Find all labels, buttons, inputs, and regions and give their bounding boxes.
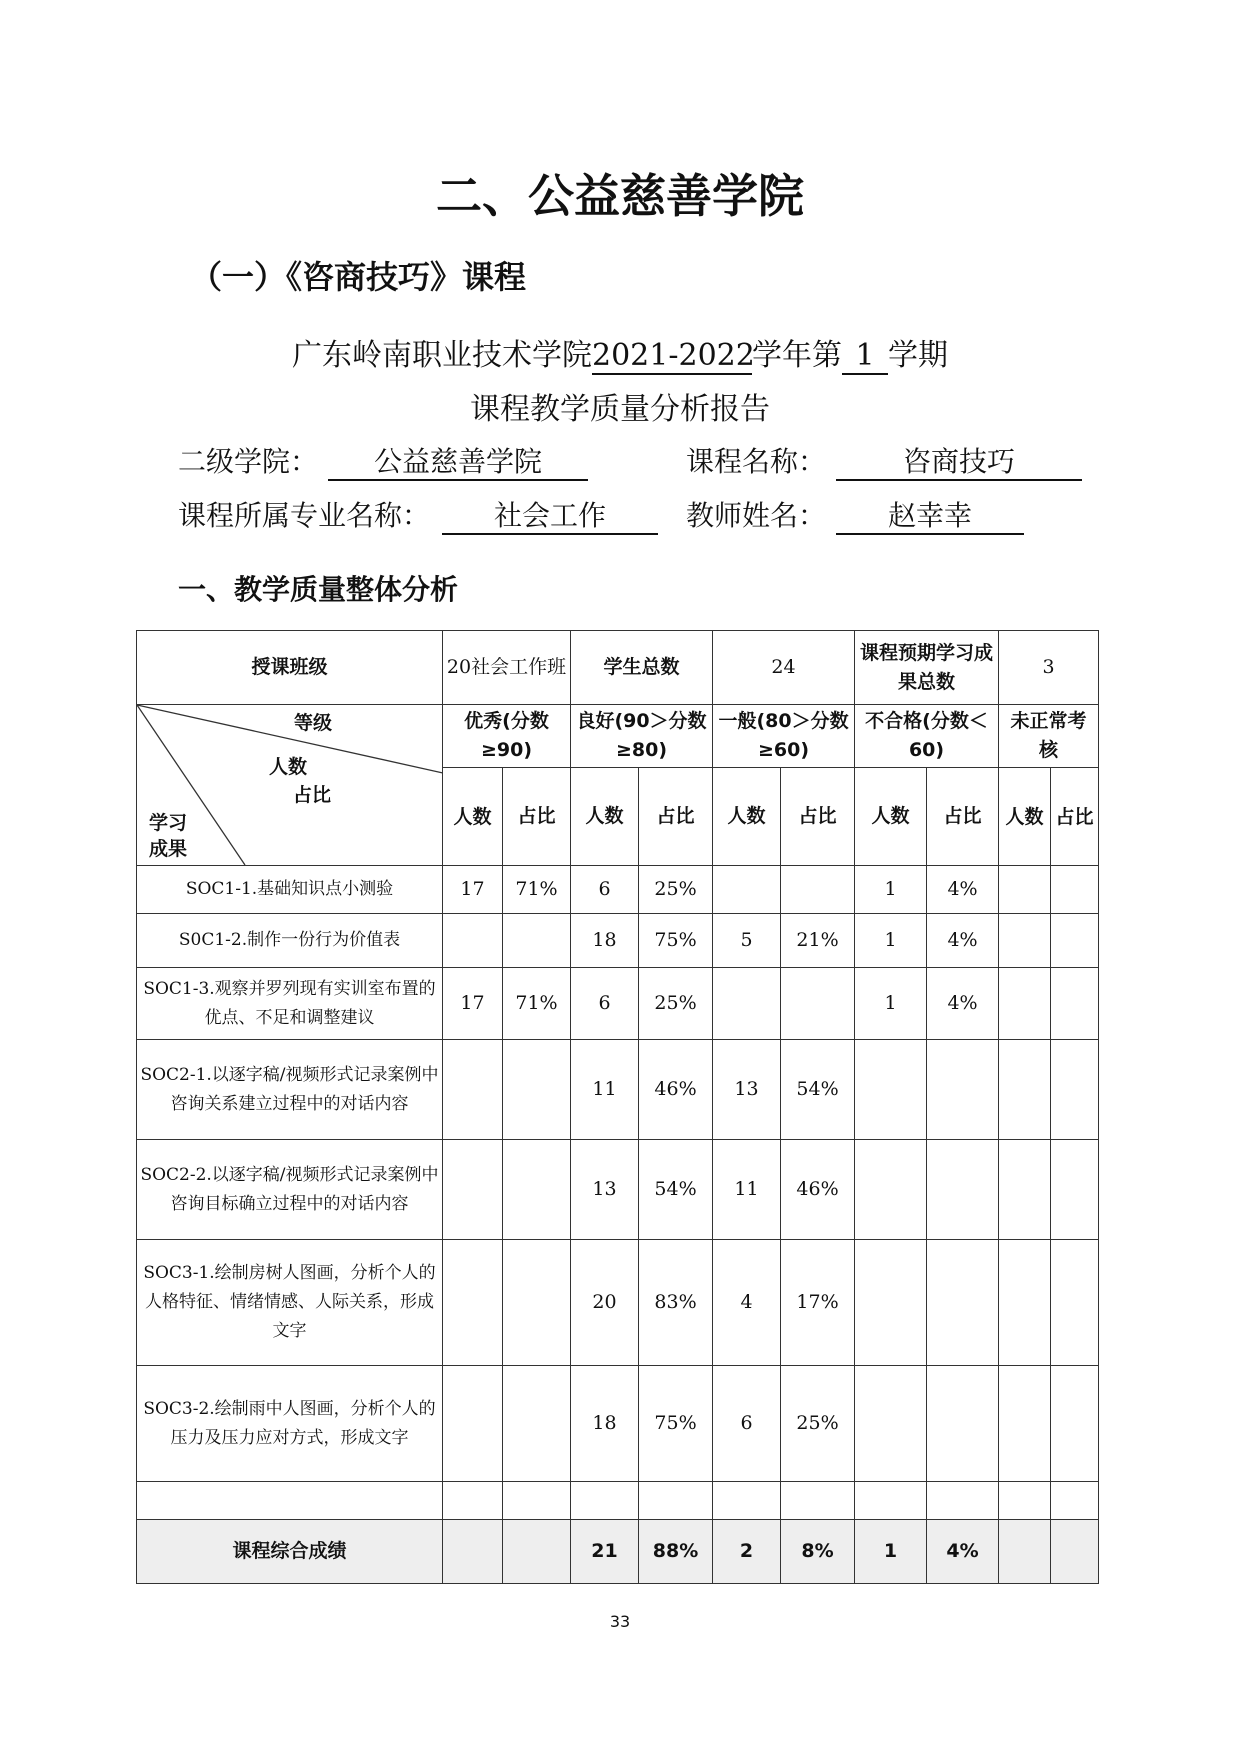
outcome-label: SOC1-1.基础知识点小测验	[137, 866, 443, 914]
ratio-cell	[1051, 1366, 1099, 1482]
page-heading: 二、公益慈善学院	[436, 169, 804, 223]
teacher-label: 教师姓名：	[686, 499, 827, 532]
ratio-cell: 21%	[781, 914, 855, 968]
ratio-cell	[781, 1482, 855, 1520]
count-cell	[443, 1140, 503, 1240]
sub-ratio: 占比	[927, 768, 999, 866]
count-cell	[999, 1140, 1051, 1240]
report-line-1	[0, 330, 1240, 375]
outcomes-label: 课程预期学习成果总数	[855, 631, 999, 705]
sub-ratio: 占比	[503, 768, 571, 866]
ratio-cell	[1051, 968, 1099, 1040]
ratio-cell	[639, 1482, 713, 1520]
count-cell	[713, 866, 781, 914]
college-label: 二级学院：	[178, 445, 319, 478]
count-cell	[999, 866, 1051, 914]
summary-row	[137, 1520, 1099, 1584]
count-cell: 20	[571, 1240, 639, 1366]
diag-grade-label: 等级	[294, 712, 333, 734]
sub-ratio: 占比	[1051, 768, 1099, 866]
count-cell: 11	[571, 1040, 639, 1140]
count-cell: 1	[855, 968, 927, 1040]
ratio-cell	[927, 1040, 999, 1140]
term-number: 1	[842, 339, 888, 375]
count-cell: 6	[571, 968, 639, 1040]
table-row	[137, 1366, 1099, 1482]
count-cell: 6	[713, 1366, 781, 1482]
section-title: 一、教学质量整体分析	[178, 573, 459, 606]
ratio-cell: 4%	[927, 914, 999, 968]
teacher-field	[686, 494, 1024, 535]
summary-count-cell: 1	[855, 1520, 927, 1584]
students-value: 24	[713, 631, 855, 705]
summary-count-cell	[443, 1520, 503, 1584]
count-cell	[855, 1482, 927, 1520]
count-cell: 6	[571, 866, 639, 914]
count-cell	[713, 1482, 781, 1520]
major-field	[178, 494, 658, 535]
sub-count: 人数	[855, 768, 927, 866]
count-cell	[999, 914, 1051, 968]
diag-count-label: 人数	[269, 756, 308, 778]
count-cell	[443, 1240, 503, 1366]
major-value: 社会工作	[442, 499, 658, 535]
count-cell	[443, 1366, 503, 1482]
count-cell: 5	[713, 914, 781, 968]
summary-ratio-cell	[1051, 1520, 1099, 1584]
class-value: 20社会工作班	[443, 631, 571, 705]
ratio-cell	[781, 866, 855, 914]
year-suffix: 学年第	[752, 338, 842, 373]
ratio-cell	[503, 1240, 571, 1366]
course-label: 课程名称：	[686, 445, 827, 478]
ratio-cell	[781, 968, 855, 1040]
count-cell: 17	[443, 968, 503, 1040]
ratio-cell: 25%	[639, 968, 713, 1040]
school-name: 广东岭南职业技术学院	[292, 338, 592, 373]
ratio-cell	[927, 1140, 999, 1240]
table-row	[137, 1240, 1099, 1366]
table-row	[137, 1482, 1099, 1520]
sub-count: 人数	[571, 768, 639, 866]
sub-count: 人数	[443, 768, 503, 866]
outcomes-value: 3	[999, 631, 1099, 705]
class-label: 授课班级	[137, 631, 443, 705]
count-cell	[855, 1140, 927, 1240]
table-row	[137, 1140, 1099, 1240]
count-cell: 13	[713, 1040, 781, 1140]
ratio-cell: 71%	[503, 968, 571, 1040]
teacher-value: 赵幸幸	[836, 499, 1024, 535]
ratio-cell: 75%	[639, 1366, 713, 1482]
academic-year: 2021-2022	[592, 338, 755, 373]
ratio-cell: 17%	[781, 1240, 855, 1366]
sub-count: 人数	[713, 768, 781, 866]
summary-label: 课程综合成绩	[137, 1520, 443, 1584]
students-label: 学生总数	[571, 631, 713, 705]
ratio-cell: 54%	[639, 1140, 713, 1240]
count-cell: 18	[571, 914, 639, 968]
grade-fail: 不合格(分数＜60)	[855, 705, 999, 768]
ratio-cell: 54%	[781, 1040, 855, 1140]
count-cell: 17	[443, 866, 503, 914]
summary-count-cell: 21	[571, 1520, 639, 1584]
sub-ratio: 占比	[639, 768, 713, 866]
diag-ratio-label: 占比	[293, 784, 332, 806]
report-title: 课程教学质量分析报告	[470, 392, 770, 427]
ratio-cell: 71%	[503, 866, 571, 914]
summary-count-cell: 2	[713, 1520, 781, 1584]
count-cell: 18	[571, 1366, 639, 1482]
count-cell	[443, 914, 503, 968]
diagonal-header-cell	[137, 705, 443, 866]
count-cell: 13	[571, 1140, 639, 1240]
count-cell: 1	[855, 914, 927, 968]
count-cell: 1	[855, 866, 927, 914]
ratio-cell	[503, 1366, 571, 1482]
ratio-cell: 46%	[639, 1040, 713, 1140]
count-cell: 11	[713, 1140, 781, 1240]
ratio-cell	[503, 1482, 571, 1520]
summary-ratio-cell: 88%	[639, 1520, 713, 1584]
ratio-cell	[1051, 1240, 1099, 1366]
table-row	[137, 968, 1099, 1040]
sub-count: 人数	[999, 768, 1051, 866]
term-suffix: 学期	[888, 338, 948, 373]
outcome-label: SOC1-3.观察并罗列现有实训室布置的优点、不足和调整建议	[137, 968, 443, 1040]
outcome-label: SOC2-2.以逐字稿/视频形式记录案例中咨询目标确立过程中的对话内容	[137, 1140, 443, 1240]
summary-ratio-cell: 8%	[781, 1520, 855, 1584]
count-cell	[999, 1482, 1051, 1520]
count-cell	[713, 968, 781, 1040]
ratio-cell	[503, 1140, 571, 1240]
major-label: 课程所属专业名称：	[178, 499, 431, 532]
grade-average: 一般(80＞分数≥60)	[713, 705, 855, 768]
diag-outcome-label-1: 学习	[149, 812, 188, 834]
outcome-label: S0C1-2.制作一份行为价值表	[137, 914, 443, 968]
ratio-cell	[503, 914, 571, 968]
college-value: 公益慈善学院	[328, 445, 588, 481]
header-row-2	[137, 705, 1099, 768]
ratio-cell: 25%	[781, 1366, 855, 1482]
quality-table	[136, 630, 1099, 1584]
sub-ratio: 占比	[781, 768, 855, 866]
table-row	[137, 866, 1099, 914]
grade-good: 良好(90＞分数≥80)	[571, 705, 713, 768]
ratio-cell: 25%	[639, 866, 713, 914]
ratio-cell: 75%	[639, 914, 713, 968]
header-row-1	[137, 631, 1099, 705]
diag-outcome-label-2: 成果	[149, 838, 188, 860]
college-field	[178, 440, 588, 481]
grade-not-assessed: 未正常考核	[999, 705, 1099, 768]
ratio-cell: 83%	[639, 1240, 713, 1366]
summary-ratio-cell: 4%	[927, 1520, 999, 1584]
count-cell	[571, 1482, 639, 1520]
ratio-cell	[1051, 1140, 1099, 1240]
outcome-label	[137, 1482, 443, 1520]
ratio-cell: 4%	[927, 866, 999, 914]
summary-ratio-cell	[503, 1520, 571, 1584]
course-field	[686, 440, 1082, 481]
course-value: 咨商技巧	[836, 445, 1082, 481]
ratio-cell: 46%	[781, 1140, 855, 1240]
grade-excellent: 优秀(分数≥90)	[443, 705, 571, 768]
table-row	[137, 1040, 1099, 1140]
ratio-cell	[503, 1040, 571, 1140]
summary-count-cell	[999, 1520, 1051, 1584]
count-cell	[443, 1482, 503, 1520]
outcome-label: SOC3-1.绘制房树人图画，分析个人的人格特征、情绪情感、人际关系，形成文字	[137, 1240, 443, 1366]
ratio-cell	[1051, 1482, 1099, 1520]
ratio-cell	[927, 1366, 999, 1482]
ratio-cell	[927, 1482, 999, 1520]
ratio-cell: 4%	[927, 968, 999, 1040]
ratio-cell	[1051, 914, 1099, 968]
count-cell	[855, 1240, 927, 1366]
outcome-label: SOC3-2.绘制雨中人图画，分析个人的压力及压力应对方式，形成文字	[137, 1366, 443, 1482]
table-row	[137, 914, 1099, 968]
count-cell	[999, 1366, 1051, 1482]
count-cell	[855, 1040, 927, 1140]
page-number: 33	[609, 1612, 631, 1631]
count-cell	[999, 968, 1051, 1040]
outcome-label: SOC2-1.以逐字稿/视频形式记录案例中咨询关系建立过程中的对话内容	[137, 1040, 443, 1140]
ratio-cell	[1051, 866, 1099, 914]
ratio-cell	[927, 1240, 999, 1366]
count-cell	[999, 1240, 1051, 1366]
count-cell	[999, 1040, 1051, 1140]
count-cell: 4	[713, 1240, 781, 1366]
count-cell	[855, 1366, 927, 1482]
ratio-cell	[1051, 1040, 1099, 1140]
course-subheading: （一）《咨商技巧》课程	[190, 258, 527, 296]
count-cell	[443, 1040, 503, 1140]
